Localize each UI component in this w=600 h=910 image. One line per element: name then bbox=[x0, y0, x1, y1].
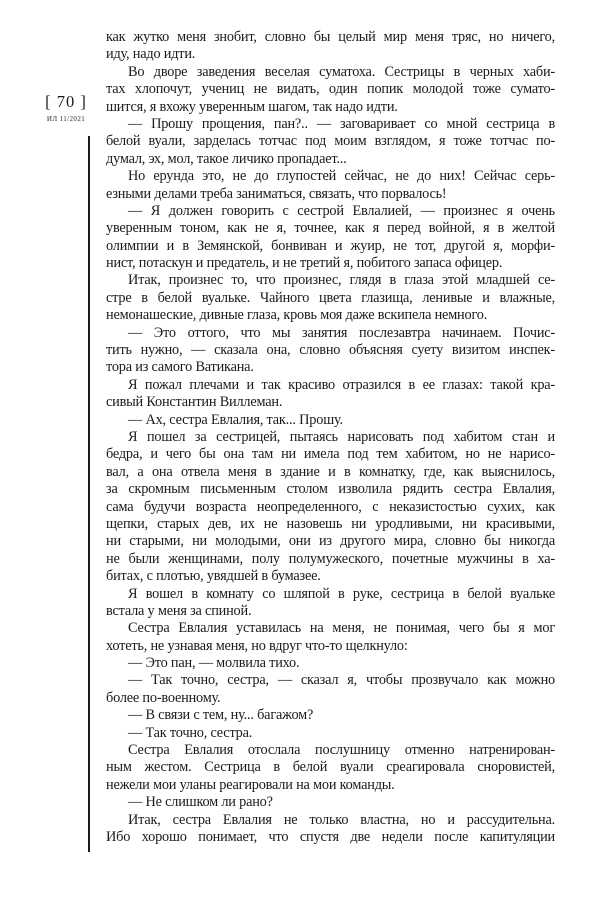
edition-label: ИЛ 11/2021 bbox=[46, 115, 86, 123]
text-line: сама будучи возраста неопределенного, с неказистостью сухих, как bbox=[106, 498, 555, 515]
text-line: — Не слишком ли рано? bbox=[128, 794, 273, 811]
page-margin-block bbox=[36, 92, 96, 123]
text-line: Сестра Евлалия уставилась на меня, не понимая, чего бы я мог bbox=[128, 620, 555, 637]
text-line: Итак, сестра Евлалия не только властна, но и рассудительна. bbox=[128, 811, 555, 828]
text-line: — Прошу прощения, пан?.. — заговаривает со мной сестрица в bbox=[128, 115, 555, 132]
text-line: — Это пан, — молвила тихо. bbox=[128, 655, 300, 672]
text-line: Во дворе заведения веселая суматоха. Сестрицы в черных хаби- bbox=[128, 63, 555, 80]
text-line: битах, с плотью, увядшей в бумазее. bbox=[106, 568, 321, 585]
text-line: встала у меня за спиной. bbox=[106, 602, 252, 619]
text-line: Сестра Евлалия отослала послушницу отменно натренирован- bbox=[128, 742, 555, 759]
text-line: тах хлопочут, учениц не видать, один попик молодой тоже сумато- bbox=[106, 81, 555, 98]
text-column bbox=[106, 29, 555, 846]
text-line: Итак, произнес то, что произнес, глядя в глаза этой младшей се- bbox=[128, 272, 555, 289]
text-line: нист, потаскун и предатель, и не третий я, побитого запаса офицер. bbox=[106, 255, 503, 272]
vertical-rule bbox=[88, 136, 90, 852]
text-line: тора из самого Ватикана. bbox=[106, 359, 254, 376]
text-line: — Ах, сестра Евлалия, так... Прошу. bbox=[128, 411, 343, 428]
text-line: Я пожал плечами и так красиво отразился в ее глазах: такой кра- bbox=[128, 376, 555, 393]
text-line: — Это оттого, что мы занятия послезавтра начинаем. Почис- bbox=[128, 324, 555, 341]
text-line: хотеть, не узнавая меня, но вдруг что-то щелкнуло: bbox=[106, 637, 408, 654]
text-line: за скромным письменным столом изволила рядить сестра Евлалия, bbox=[106, 481, 555, 498]
text-line: — Так точно, сестра. bbox=[128, 724, 253, 741]
text-line: — Я должен говорить с сестрой Евлалией, — произнес я очень bbox=[128, 202, 555, 219]
text-line: олимпии и в Земянской, бонвиван и жуир, не тот, другой я, морфи- bbox=[106, 237, 555, 254]
text-line: Я пошел за сестрицей, пытаясь нарисовать под хабитом стан и bbox=[128, 428, 555, 445]
text-line: как жутко меня знобит, словно бы целый мир меня тряс, но ничего, bbox=[106, 29, 555, 45]
text-line: тить нужно, — сказала она, словно объясняя суету визитом инспек- bbox=[106, 342, 555, 359]
text-line: белой вуали, зарделась тотчас под моим взглядом, я тоже тотчас по- bbox=[106, 133, 555, 150]
text-line: не были женщинами, полу полумужеского, почетные мужчины в ха- bbox=[106, 550, 555, 567]
text-line: шится, я вхожу уверенным шагом, так надо идти. bbox=[106, 98, 398, 115]
text-line: Я вошел в комнату со шляпой в руке, сестрица в белой вуальке bbox=[128, 585, 555, 602]
text-line: стре в белой вуальке. Чайного цвета глазища, ленивые и влажные, bbox=[106, 289, 555, 306]
text-line: ни старыми, ни молодыми, они из другого мира, словно бы никогда bbox=[106, 533, 555, 550]
text-line: думал, эх, мол, такое личико пропадает... bbox=[106, 150, 347, 167]
text-line: езными делами треба заниматься, связать, что порвалось! bbox=[106, 185, 447, 202]
text-line: сивый Константин Виллеман. bbox=[106, 394, 283, 411]
text-line: щепки, старых дев, их не назовешь ни уродливыми, ни красивыми, bbox=[106, 515, 555, 532]
text-line: Но ерунда это, не до глупостей сейчас, не до них! Сейчас серь- bbox=[128, 168, 555, 185]
text-line: уверенным тоном, как не я, точнее, как я перед войной, я в желтой bbox=[106, 220, 555, 237]
text-line: Ибо хорошо понимает, что спустя две недели после капитуляции bbox=[106, 828, 555, 845]
text-line: ным жестом. Сестрица в белой вуали среагировала сноровистей, bbox=[106, 759, 555, 776]
text-line: — Так точно, сестра, — сказал я, чтобы прозвучало как можно bbox=[128, 672, 555, 689]
text-line: нежели мои уланы реагировали на мои команды. bbox=[106, 776, 395, 793]
text-line: иду, надо идти. bbox=[106, 46, 196, 63]
text-line: — В связи с тем, ну... багажом? bbox=[128, 707, 314, 724]
text-line: бедра, и чего бы она там ни имела под тем хабитом, но не нарисо- bbox=[106, 446, 555, 463]
text-line: вал, а она отвела меня в здание и в комнатку, где, как выяснилось, bbox=[106, 463, 555, 480]
text-line: немонашеские, дивные глаза, кровь моя даже вскипела немного. bbox=[106, 307, 488, 324]
page-number: [ 70 ] bbox=[45, 92, 87, 111]
text-line: более по-военному. bbox=[106, 689, 221, 706]
